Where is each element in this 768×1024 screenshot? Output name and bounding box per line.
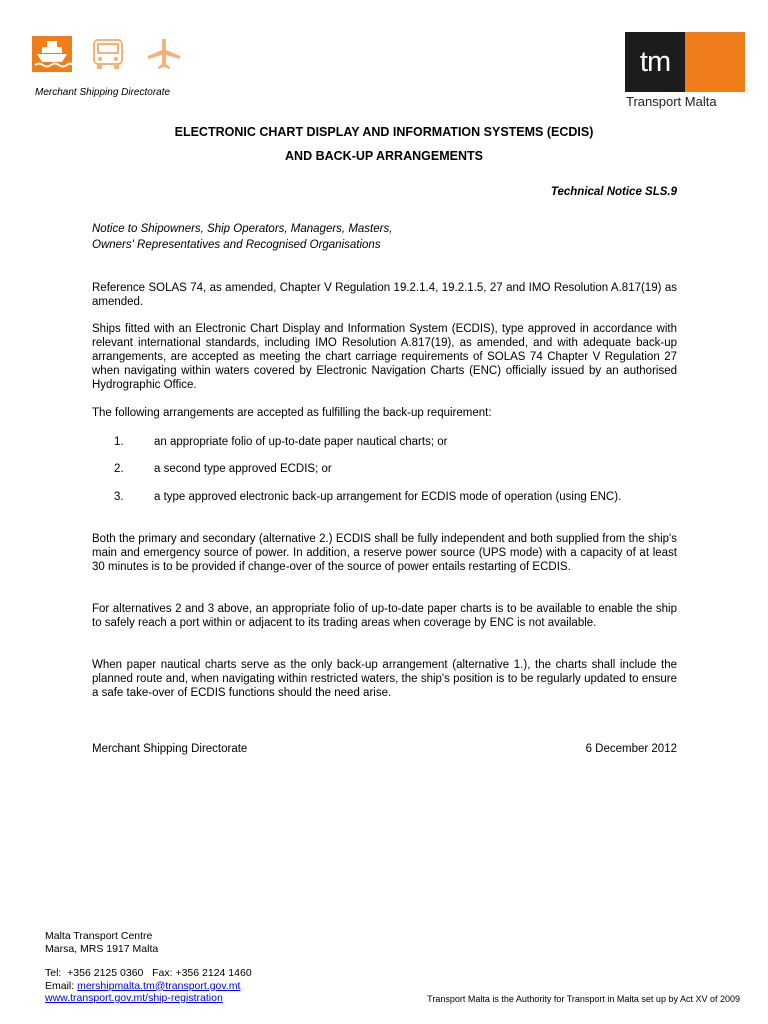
list-item-text: a type approved electronic back-up arrangement for ECDIS mode of operation (using ENC). xyxy=(154,491,622,503)
logo-orange-block xyxy=(685,32,745,92)
list-item xyxy=(92,490,677,504)
phone-fax: Tel: +356 2125 0360 Fax: +356 2124 1460 xyxy=(45,967,252,979)
directorate-label: Merchant Shipping Directorate xyxy=(35,87,171,98)
list-item-number: 3. xyxy=(114,491,124,503)
list-item-text: a second type approved ECDIS; or xyxy=(154,463,332,475)
paragraph-independence: Both the primary and secondary (alternative 2.) ECDIS shall be fully independent and both supplied from the ship's main and emergency source of power. In addition, a reserve power source (UPS mode) with a capacity of at least 30 minutes is to be provided if change-over of the source of power entails restarting of ECDIS. xyxy=(92,533,677,573)
document-title-line2: AND BACK-UP ARRANGEMENTS xyxy=(285,149,483,163)
addressees-line2: Owners' Representatives and Recognised Organisations xyxy=(92,239,381,251)
mode-icons xyxy=(30,34,186,74)
airplane-icon xyxy=(142,34,186,74)
paragraph-ecdis-acceptance: Ships fitted with an Electronic Chart Display and Information System (ECDIS), type approved in accordance with relevant international standards, including IMO Resolution A.817(19), as amended, and with adequate back-up arrangements, are accepted as meeting the chart carriage requirements of SOLAS 74 Chapter V Regulation 27 when navigating within waters covered by Electronic Navigation Charts (ENC) officially issued by an authorised Hydrographic Office. xyxy=(92,323,677,391)
list-item-text: an appropriate folio of up-to-date paper nautical charts; or xyxy=(154,436,448,448)
document-title-line1: ELECTRONIC CHART DISPLAY AND INFORMATION SYSTEMS (ECDIS) xyxy=(174,125,594,139)
paragraph-reference: Reference SOLAS 74, as amended, Chapter V Regulation 19.2.1.4, 19.2.1.5, 27 and IMO Resolution A.817(19) as amended. xyxy=(92,282,677,308)
list-item-number: 1. xyxy=(114,436,124,448)
address-line2: Marsa, MRS 1917 Malta xyxy=(45,942,159,955)
list-item xyxy=(92,435,677,449)
logo-tm-mark: tm xyxy=(625,32,685,92)
paragraph-arrangements-intro: The following arrangements are accepted as fulfilling the back-up requirement: xyxy=(92,407,492,419)
transport-malta-logo xyxy=(625,32,745,92)
bus-icon xyxy=(86,34,130,74)
email-link[interactable]: mershipmalta.tm@transport.gov.mt xyxy=(77,979,241,992)
address-line1: Malta Transport Centre xyxy=(45,930,153,942)
authority-statement: Transport Malta is the Authority for Transport in Malta set up by Act XV of 2009 xyxy=(427,994,740,1004)
list-item-number: 2. xyxy=(114,463,124,475)
email-line xyxy=(45,980,345,993)
addressees-line1: Notice to Shipowners, Ship Operators, Managers, Masters, xyxy=(92,223,393,235)
list-item xyxy=(92,462,677,476)
issue-date: 6 December 2012 xyxy=(585,743,677,755)
ship-icon xyxy=(30,34,74,74)
email-label: Email: xyxy=(45,979,78,992)
logo-caption: Transport Malta xyxy=(626,94,717,109)
website-link[interactable]: www.transport.gov.mt/ship-registration xyxy=(45,992,223,1004)
notice-number: Technical Notice SLS.9 xyxy=(550,186,677,198)
paragraph-paper-charts: For alternatives 2 and 3 above, an appropriate folio of up-to-date paper charts is to be available to enable the ship to safely reach a port within or adjacent to its trading areas when coverage by ENC is not available. xyxy=(92,603,677,629)
paragraph-paper-only: When paper nautical charts serve as the only back-up arrangement (alternative 1.), the charts shall include the planned route and, when navigating within restricted waters, the ship's position is to be regularly updated to ensure a safe take-over of ECDIS functions should the need arise. xyxy=(92,659,677,699)
footer-contact xyxy=(45,930,345,1005)
addressees xyxy=(92,221,677,253)
signature-block xyxy=(92,743,677,755)
issuer: Merchant Shipping Directorate xyxy=(92,743,248,755)
